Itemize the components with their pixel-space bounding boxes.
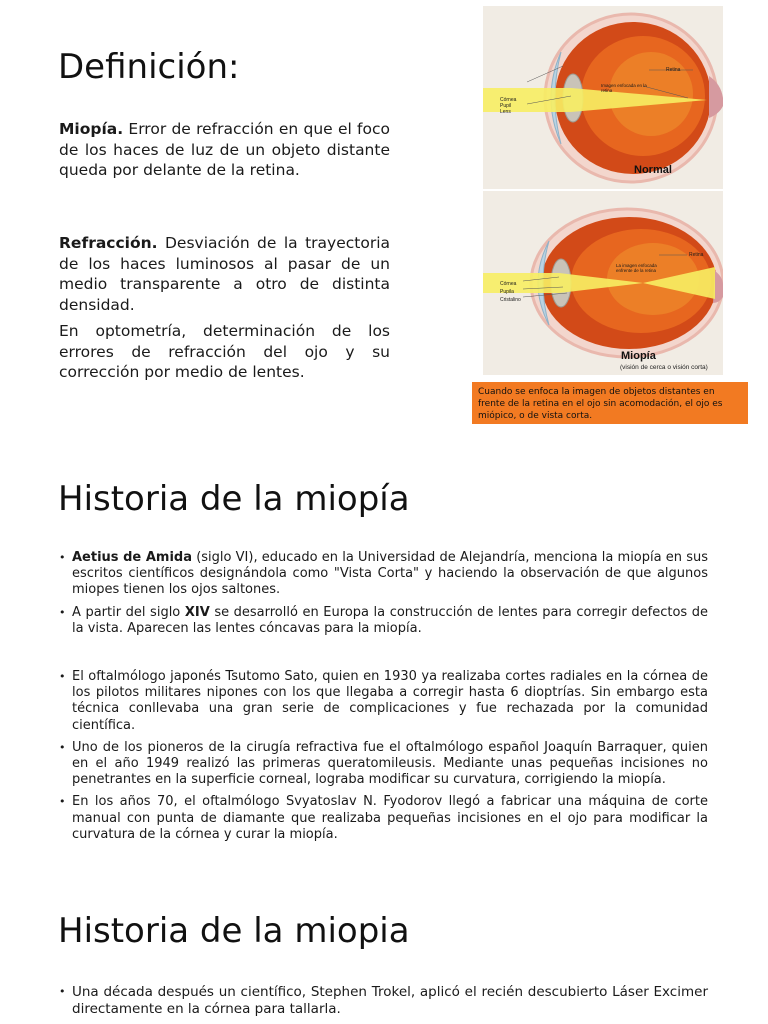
history-title-1: Historia de la miopía: [58, 479, 410, 519]
miopia-sublabel: (visión de cerca o visión corta): [620, 364, 708, 371]
miopia-part-cornea: Córnea: [500, 281, 517, 287]
miopia-parts-labels: [500, 280, 521, 304]
miopia-text: Error de refracción en que el foco de los haces de luz de un objeto distante queda por delante de la retina.: [59, 120, 390, 179]
miopia-term: Miopía.: [59, 120, 124, 138]
miopia-eye-figure: [483, 191, 723, 375]
bullet-icon: •: [59, 985, 66, 998]
list-item-pre: A partir del siglo: [72, 604, 185, 620]
refraccion-text: Desviación de la trayectoria de los haces luminosos al pasar de un medio transparente a otro de distinta densidad.: [59, 234, 390, 314]
list-item: [59, 605, 708, 637]
refraccion-term: Refracción.: [59, 234, 158, 252]
list-item: [59, 550, 708, 599]
bullet-icon: •: [59, 605, 66, 619]
normal-eye-illustration: [483, 6, 723, 189]
list-item-text: En los años 70, el oftalmólogo Svyatoslav N. Fyodorov llegó a fabricar una máquina de corte manual con punta de diamante que realizaba pequeñas incisiones en el ojo para modificar la curvatura de la córnea y curar la miopía.: [72, 794, 708, 842]
normal-part-cornea: Córnea: [500, 97, 517, 103]
list-item: [59, 740, 708, 789]
list-item-bold: Aetius de Amida: [72, 550, 192, 565]
bullet-icon: •: [59, 670, 66, 683]
list-item: [59, 669, 708, 734]
history-list-3: [59, 984, 708, 1017]
miopia-image-label: La imagen enfocada enfrente de la retina: [616, 263, 657, 273]
normal-label: Normal: [634, 164, 672, 176]
bullet-icon: •: [59, 795, 66, 809]
optometria-definition: En optometría, determinación de los errores de refracción del ojo y su corrección por medio de lentes.: [59, 322, 390, 381]
history-list-2: [59, 669, 708, 843]
history-title-2: Historia de la miopia: [58, 911, 410, 951]
list-item: [59, 984, 708, 1017]
normal-eye-figure: [483, 6, 723, 189]
normal-part-pupil: Pupil: [500, 103, 512, 109]
list-item-bold: XIV: [184, 604, 210, 620]
refraccion-definition: [59, 233, 390, 315]
list-item-text: El oftalmólogo japonés Tsutomo Sato, quien en 1930 ya realizaba cortes radiales en la córnea de los pilotos militares nipones con los que llegaba a corregir hasta 6 dioptrías. Sin embargo esta técnica conllevaba una gran serie de complicaciones y fue rechazada por la comunidad científica.: [72, 669, 708, 733]
miopia-definition: [59, 119, 390, 181]
list-item-text: se desarrolló en Europa la construcción de lentes para corregir defectos de la vista. Aparecen las lentes cóncavas para la miopía.: [72, 604, 708, 636]
normal-parts-labels: [500, 97, 516, 115]
list-item-text: (siglo VI), educado en la Universidad de Alejandría, menciona la miopía en sus escritos científicos designándola como "Vista Corta" y haciendo la observación de que algunos miopes tienen los ojos saltones.: [72, 550, 709, 598]
miopia-label: Miopía: [621, 350, 656, 362]
history-list-1: [59, 550, 708, 637]
normal-retina-label: Retina: [666, 67, 681, 73]
list-item-text: Uno de los pioneros de la cirugía refractiva fue el oftalmólogo español Joaquín Barraquer, quien en el año 1949 realizó las primeras queratomileusis. Mediante unas pequeñas incisiones no penetrantes en la superficie corneal, lograba modificar su curvatura, corrigiendo la miopía.: [72, 739, 708, 788]
normal-image-label: Imagen enfocada en la retina: [601, 83, 647, 93]
miopia-retina-label: Retina: [689, 252, 704, 258]
list-item-text: Una década después un científico, Stephen Trokel, aplicó el recién descubierto Láser Excimer directamente en la córnea para tallarla.: [72, 984, 708, 1017]
miopia-part-cristalino: Cristalino: [500, 297, 521, 303]
normal-part-lens: Lens: [500, 109, 511, 115]
bullet-icon: •: [59, 551, 66, 564]
bullet-icon: •: [59, 740, 66, 754]
definition-title: Definición:: [58, 47, 240, 87]
list-item: [59, 794, 708, 843]
figure-caption: Cuando se enfoca la imagen de objetos distantes en frente de la retina en el ojo sin acomodación, el ojo es miópico, o de vista corta.: [472, 382, 748, 424]
miopia-part-pupila: Pupila: [500, 289, 514, 295]
